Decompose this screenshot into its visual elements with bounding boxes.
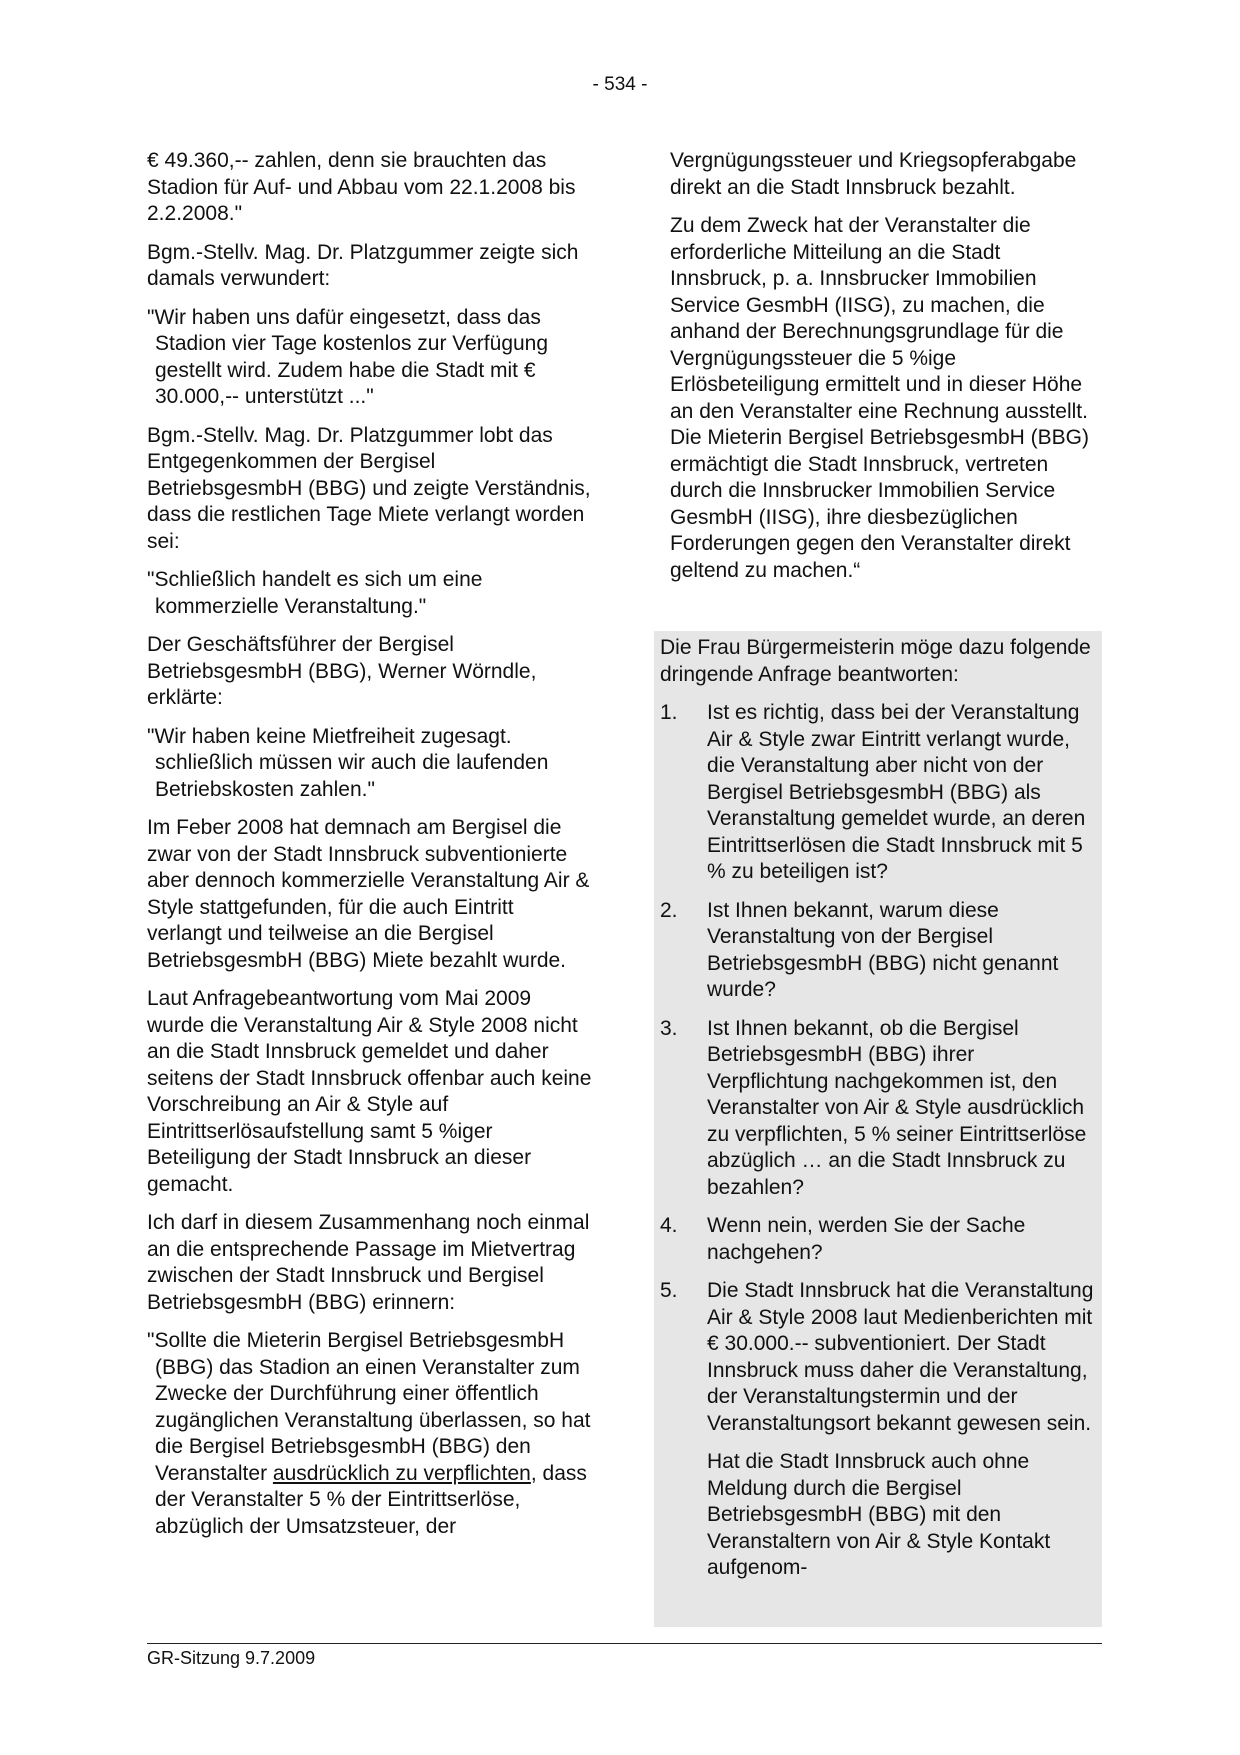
paragraph: Im Feber 2008 hat demnach am Bergisel die zwar von der Stadt Innsbruck subventionierte aber dennoch kommerzielle Veranstaltung Air & Style stattgefunden, für die auch Eintritt verlangt und teilweise an die Bergisel BetriebsgesmbH (BBG) Miete bezahlt wurde. — [147, 816, 590, 972]
paragraph: Laut Anfragebeantwortung vom Mai 2009 wurde die Veranstaltung Air & Style 2008 nicht an die Stadt Innsbruck gemeldet und daher seitens der Stadt Innsbruck offenbar auch keine Vorschreibung an Air & Style auf Eintrittserlösaufstellung samt 5 %iger Beteiligung der Stadt Innsbruck an dieser gemacht. — [147, 987, 592, 1196]
quote: "Wir haben uns dafür eingesetzt, dass das Stadion vier Tage kostenlos zur Verfügung gestellt wird. Zudem habe die Stadt mit € 30.000,-- unterstützt ..." — [147, 305, 549, 408]
paragraph: € 49.360,-- zahlen, denn sie brauchten das Stadion für Auf- und Abbau vom 22.1.2008 bis 2.2.2008." — [147, 149, 576, 225]
question-item — [660, 1213, 1096, 1266]
question-item — [660, 700, 1096, 886]
question-item — [660, 1278, 1096, 1437]
quote-continuation: Vergnügungssteuer und Kriegsopferabgabe direkt an die Stadt Innsbruck bezahlt. — [670, 149, 1077, 199]
question-number: 2. — [660, 898, 678, 922]
question-text: Wenn nein, werden Sie der Sache nachgehen? — [707, 1214, 1026, 1264]
question-number: 1. — [660, 701, 678, 724]
inquiry-box — [654, 631, 1102, 1627]
question-item — [660, 898, 1096, 1004]
footer-divider — [147, 1643, 1102, 1644]
question-followup: Hat die Stadt Innsbruck auch ohne Meldung durch die Bergisel BetriebsgesmbH (BBG) mit den Veranstaltern von Air & Style Kontakt aufgenom- — [707, 1450, 1051, 1579]
question-text: Ist Ihnen bekannt, warum diese Veranstaltung von der Bergisel BetriebsgesmbH (BBG) nicht genannt wurde? — [707, 898, 1059, 1001]
paragraph: Der Geschäftsführer der Bergisel BetriebsgesmbH (BBG), Werner Wörndle, erklärte: — [147, 633, 537, 709]
question-number: 5. — [660, 1279, 678, 1302]
paragraph: Bgm.-Stellv. Mag. Dr. Platzgummer zeigte sich damals verwundert: — [147, 240, 579, 290]
contract-quote — [147, 1328, 592, 1540]
footer-session-label: GR-Sitzung 9.7.2009 — [147, 1648, 316, 1668]
quote: "Wir haben keine Mietfreiheit zugesagt. schließlich müssen wir auch die laufenden Betriebskosten zahlen." — [147, 724, 549, 801]
quote-continuation: Zu dem Zweck hat der Veranstalter die erforderliche Mitteilung an die Stadt Innsbruck, p. a. Innsbrucker Immobilien Service GesmbH (IISG), zu machen, die anhand der Berechnungsgrundlage für die Vergnügungssteuer die 5 %ige Erlösbeteiligung ermittelt und in dieser Höhe an den Veranstalter eine Rechnung ausstellt. Die Mieterin Bergisel BetriebsgesmbH (BBG) ermächtigt die Stadt Innsbruck, vertreten durch die Innsbrucker Immobilien Service GesmbH (IISG), ihre diesbezüglichen Forderungen gegen den Veranstalter direkt geltend zu machen.“ — [670, 214, 1089, 582]
paragraph: Bgm.-Stellv. Mag. Dr. Platzgummer lobt das Entgegenkommen der Bergisel BetriebsgesmbH (BBG) und zeigte Verständnis, dass die restlichen Tage Miete verlangt worden sei: — [147, 423, 591, 553]
right-column — [662, 148, 1103, 596]
question-text: Ist es richtig, dass bei der Veranstaltung Air & Style zwar Eintritt verlangt wurde, die Veranstaltung aber nicht von der Bergisel BetriebsgesmbH (BBG) als Veranstaltung gemeldet wurde, an deren Eintrittserlösen die Stadt Innsbruck mit 5 % zu beteiligen ist? — [707, 701, 1086, 883]
left-column — [147, 148, 592, 1552]
contract-quote-text: "Sollte die Mieterin Bergisel BetriebsgesmbH (BBG) das Stadion an einen Veranstalter zum Zwecke der Durchführung einer öffentlich zugänglichen Veranstaltung überlassen, so hat die Bergisel BetriebsgesmbH (BBG) den Veranstalter — [147, 1329, 591, 1485]
contract-quote-text: , dass der Veranstalter 5 % der Eintrittserlöse, abzüglich der Umsatzsteuer, der — [155, 1461, 587, 1538]
question-text: Ist Ihnen bekannt, ob die Bergisel BetriebsgesmbH (BBG) ihrer Verpflichtung nachgekommen ist, den Veranstalter von Air & Style ausdrücklich zu verpflichten, 5 % seiner Eintrittserlöse abzüglich … an die Stadt Innsbruck zu bezahlen? — [707, 1016, 1087, 1199]
question-item — [660, 1016, 1096, 1202]
question-number: 3. — [660, 1016, 678, 1040]
quote: "Schließlich handelt es sich um eine kommerzielle Veranstaltung." — [147, 568, 483, 618]
question-number: 4. — [660, 1214, 678, 1237]
inquiry-intro: Die Frau Bürgermeisterin möge dazu folgende dringende Anfrage beantworten: — [660, 636, 1091, 686]
question-text: Die Stadt Innsbruck hat die Veranstaltung Air & Style 2008 laut Medienberichten mit € 30.000.-- subventioniert. Der Stadt Innsbruck muss daher die Veranstaltung, der Veranstaltungstermin und der Veranstaltungsort bekannt gewesen sein. — [707, 1279, 1094, 1435]
underlined-phrase: ausdrücklich zu verpflichten — [272, 1461, 531, 1485]
paragraph: Ich darf in diesem Zusammenhang noch einmal an die entsprechende Passage im Mietvertrag zwischen der Stadt Innsbruck und Bergisel BetriebsgesmbH (BBG) erinnern: — [147, 1211, 590, 1314]
page-number: - 534 - — [592, 74, 648, 95]
